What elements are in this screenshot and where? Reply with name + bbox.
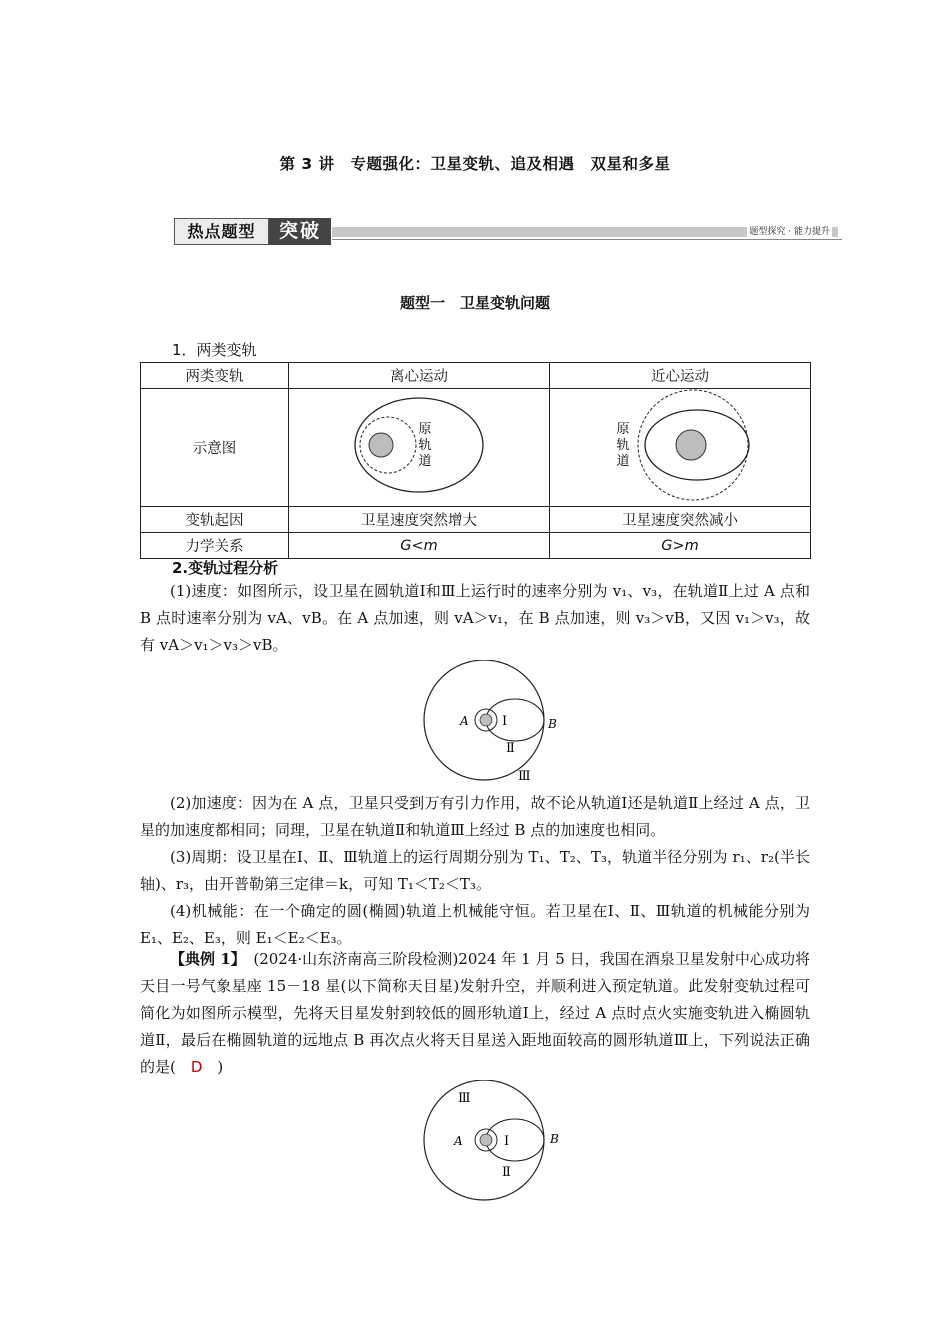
orbit-1-label: Ⅰ [504,1134,510,1149]
orbit-label-char: 道 [418,454,432,469]
example-text: (2024·山东济南高三阶段检测)2024 年 1 月 5 日，我国在酒泉卫星发射中心成功将天目一号气象星座 15－18 星(以下简称天目星)发射升空，并顺利进入预定轨道。此发射变轨过程可简化为如图所示模型，先将天目星发射到较低的圆形轨道Ⅰ上，经过 A 点时点火实施变轨进入椭圆轨道Ⅱ，最后在椭圆轨道的远地点 B 再次点火将天目星送入距地面较高的圆形轨道Ⅲ上，下列说法正确的是( [140,950,810,1076]
table-row [141,533,811,559]
table-row [141,507,811,533]
point-b-label: B [548,717,557,731]
example-close: ) [202,1058,224,1076]
table-cell: 卫星速度突然增大 [289,507,550,533]
table-header-cell: 离心运动 [289,363,550,389]
orbit-figure-2 [420,1080,560,1205]
orbit-figure-1 [420,660,560,785]
centripetal-diagram-cell [550,389,811,507]
table-header-cell: 两类变轨 [141,363,289,389]
heading-process: 2.变轨过程分析 [172,559,279,577]
banner-divider [332,239,842,240]
orbit-label-char: 原 [616,422,630,437]
centrifugal-diagram-cell [289,389,550,507]
centrifugal-diagram [290,389,548,502]
orbit-change-table [140,362,811,559]
orbit-3-label: Ⅲ [518,769,531,784]
table-cell: G>m [550,533,811,559]
table-cell: 力学关系 [141,533,289,559]
paragraph-acceleration: (2)加速度：因为在 A 点，卫星只受到万有引力作用，故不论从轨道Ⅰ还是轨道Ⅱ上经过 A 点，卫星的加速度都相同；同理，卫星在轨道Ⅱ和轨道Ⅲ上经过 B 点的加速度也相同。 [140,794,810,839]
point-b-label: B [550,1132,559,1146]
orbit-1-label: Ⅰ [502,714,508,729]
paragraph-period: (3)周期：设卫星在Ⅰ、Ⅱ、Ⅲ轨道上的运行周期分别为 T₁、T₂、T₃，轨道半径分别为 r₁、r₂(半长轴)、r₃，由开普勒第三定律＝k，可知 T₁＜T₂＜T₃。 [140,848,810,893]
table-row [141,363,811,389]
heading-two-types: 1．两类变轨 [172,341,257,359]
table-row [141,389,811,507]
orbit-2-label: Ⅱ [506,741,515,756]
section-banner [172,218,842,248]
orbit-label-char: 道 [616,454,630,469]
example-question [140,946,810,1081]
orbit-3-label: Ⅲ [458,1091,471,1106]
banner-highlight: 突破 [269,218,331,245]
point-a-label: A [454,1134,463,1148]
banner-label: 热点题型 [174,218,269,245]
paragraph-velocity: (1)速度：如图所示，设卫星在圆轨道Ⅰ和Ⅲ上运行时的速率分别为 v₁、v₃，在轨道Ⅱ上过 A 点和 B 点时速率分别为 vA、vB。在 A 点加速，则 vA＞v₁，在 B 点加速，则 v₃＞vB，又因 v₁＞v₃，故有 vA＞v₁＞v₃＞vB。 [140,582,810,654]
orbit-2-label: Ⅱ [502,1165,511,1180]
table-cell: 示意图 [141,389,289,507]
example-tag: 【典例 1】 [170,950,239,968]
table-cell: G<m [289,533,550,559]
page-title: 第 3 讲 专题强化：卫星变轨、追及相遇 双星和多星 [279,155,671,173]
orbit-label-char: 轨 [418,438,432,453]
orbit-label-char: 轨 [616,438,630,453]
table-cell: 变轨起因 [141,507,289,533]
point-a-label: A [460,714,469,728]
table-header-cell: 近心运动 [550,363,811,389]
table-cell: 卫星速度突然减小 [550,507,811,533]
centripetal-diagram [551,389,809,502]
orbit-label-char: 原 [418,422,432,437]
banner-subtitle: 题型探究 · 能力提升 [749,227,830,237]
answer-choice: D [190,1058,203,1076]
section-title: 题型一 卫星变轨问题 [399,294,550,312]
paragraph-energy: (4)机械能：在一个确定的圆(椭圆)轨道上机械能守恒。若卫星在Ⅰ、Ⅱ、Ⅲ轨道的机械能分别为 E₁、E₂、E₃，则 E₁＜E₂＜E₃。 [140,902,810,947]
